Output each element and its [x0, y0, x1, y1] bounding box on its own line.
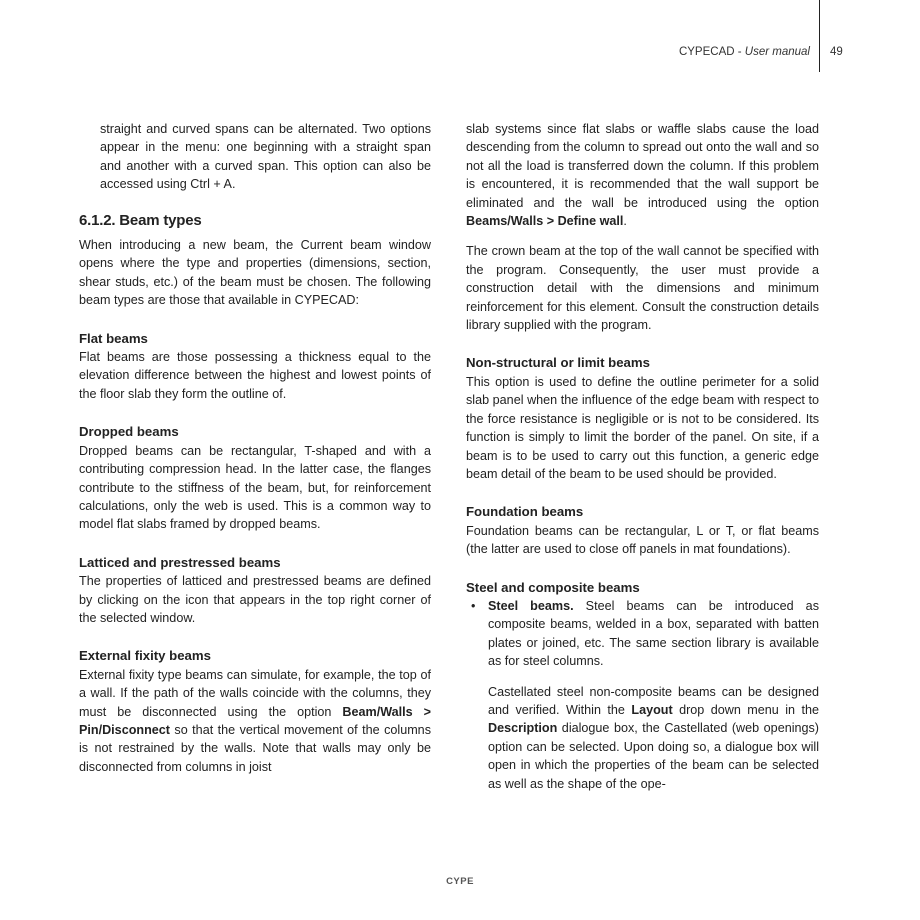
nonstructural-beams-section [466, 354, 819, 483]
castellated-text-part: Castellated steel non-composite beams can be designed and verified. Within the [488, 684, 819, 717]
menu-path-pin-disconnect: Beam/Walls > Pin/Disconnect [79, 704, 431, 737]
right-column [466, 120, 819, 793]
header-doc-name: User manual [744, 46, 810, 58]
latticed-beams-heading: Latticed and prestressed beams [79, 554, 281, 570]
foundation-beams-heading: Foundation beams [466, 504, 584, 520]
steel-beams-section [466, 579, 819, 793]
continued-paragraph [466, 120, 819, 230]
steel-beams-heading: Steel and composite beams [466, 579, 640, 595]
header-separator: - [734, 46, 745, 58]
castellated-paragraph [488, 683, 819, 793]
fixity-text-part: so that the vertical movement of the columns is not restrained by the walls. Note that walls may only be disconnected from columns in joist [79, 722, 431, 774]
fixity-beams-heading: External fixity beams [79, 648, 211, 664]
dropped-beams-section [79, 423, 431, 533]
latticed-beams-section [79, 554, 431, 628]
flat-beams-text: Flat beams are those possessing a thickness equal to the elevation difference between the highest and lowest points of the floor slab they form the outline of. [79, 350, 431, 401]
header-divider [819, 0, 820, 72]
foundation-beams-section [466, 503, 819, 558]
fixity-beams-text [79, 666, 431, 776]
crown-beam-paragraph: The crown beam at the top of the wall cannot be specified with the program. Consequently, the user must provide a construction detail with the dimensions and minimum reinforcement for this element. Consult the construction details library supplied with the program. [466, 244, 819, 333]
left-column [79, 120, 431, 776]
steel-beams-label: Steel beams. [488, 598, 574, 613]
flat-beams-heading: Flat beams [79, 330, 148, 346]
foundation-beams-text: Foundation beams can be rectangular, L or T, or flat beams (the latter are used to close off panels in mat foundations). [466, 523, 819, 557]
flat-beams-section [79, 330, 431, 404]
page-header [0, 0, 920, 74]
section-title: 6.1.2. Beam types [79, 211, 202, 229]
dropped-beams-text: Dropped beams can be rectangular, T-shaped and with a contributing compression head. In the latter case, the flanges contribute to the stiffness of the beam, but, for reinforcement calculations, only the web is used. This is a common way to model flat slabs framed by dropped beams. [79, 443, 431, 532]
castellated-text-part: drop down menu in the [672, 702, 819, 717]
description-dialog-name: Description [488, 721, 558, 736]
page-footer: CYPE [446, 876, 474, 887]
section-intro: When introducing a new beam, the Current beam window opens where the type and properties (dimensions, section, shear studs, etc.) of the beam must be chosen. The following beam types are those that available in CYPECAD: [79, 238, 431, 308]
castellated-text-part: dialogue box, the Castellated (web openings) option can be selected. Upon doing so, a dialogue box will open in which the properties of the beam can be selected as well as the shape of the ope- [488, 721, 819, 791]
running-title [679, 46, 810, 58]
fixity-beams-section [79, 647, 431, 776]
fixity-text-part: External fixity type beams can simulate, for example, the top of a wall. If the path of the walls coincide with the columns, they must be disconnected using the option [79, 667, 431, 719]
nonstructural-beams-heading: Non-structural or limit beams [466, 355, 650, 371]
header-app-name: CYPECAD [678, 46, 735, 58]
bullet-icon: • [471, 598, 476, 613]
nonstructural-beams-text: This option is used to define the outline perimeter for a solid slab panel when the influence of the edge beam with respect to the force resistance is negligible or is not to be considered. Its function is simply to limit the border of the panel. On site, if a beam is to be used to carry out this function, a generic edge beam detail of the beam to be used should be provided. [466, 374, 819, 481]
intro-paragraph: straight and curved spans can be alternated. Two options appear in the menu: one beginning with a straight span and another with a curved span. This option can also be accessed using Ctrl + A. [100, 122, 431, 192]
continued-text-part: . [623, 214, 627, 229]
steel-beams-text [488, 597, 819, 671]
continued-text-part: slab systems since flat slabs or waffle slabs cause the load descending from the column to spread out onto the wall and so not all the load is transferred down the column. If this problem is encountered, it is recommended that the wall support be eliminated and the wall be introduced using the option [466, 122, 819, 210]
menu-path-define-wall: Beams/Walls > Define wall [466, 214, 624, 229]
steel-beams-body: Steel beams can be introduced as composite beams, welded in a box, separated with batten plates or joined, etc. The same section library is available as for steel columns. [488, 598, 819, 669]
layout-menu-name: Layout [631, 702, 673, 717]
steel-beams-bullet [466, 597, 819, 793]
latticed-beams-text: The properties of latticed and prestressed beams are defined by clicking on the icon that appears in the top right corner of the selected window. [79, 574, 431, 625]
page-number: 49 [830, 46, 843, 58]
dropped-beams-heading: Dropped beams [79, 424, 179, 440]
